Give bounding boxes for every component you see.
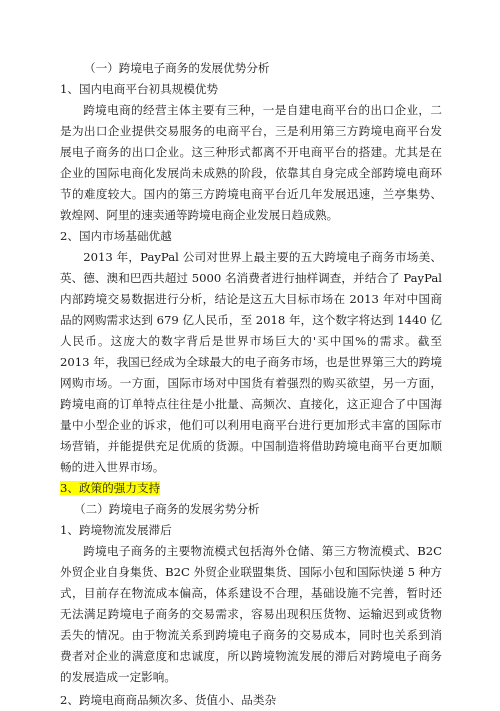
subsection-1-2-body: 2013 年，PayPal 公司对世界上最主要的五大跨境电子商务市场美、英、德、澳和巴西共超过 5000 名消费者进行抽样调查，并结合了 PayPal 内部跨境交易数据进行分析，结论是这五大目标市场在 2013 年对中国商品的网购需求达到 679 亿人民币，至 2018 年，这个数字将达到 1440 亿人民币。这庞大的数字背后是世界市场巨大的'买中国%的需求。截至 2013 年，我国已经成为全球最大的电子商务市场，也是世界第三大的跨境网购市场。一方面，国际市场对中国货有着强烈的购买欲望，另一方面，跨境电商的订单特点往往是小批量、高频次、直接化，这正迎合了中国海量中小型企业的诉求，他们可以利用电商平台进行更加形式丰富的国际市场营销，并能提供充足优质的货源。中国制造将借助跨境电商平台更加顺畅的进入世界市场。: [60, 250, 442, 474]
subsection-1-3-row: [60, 478, 442, 499]
section-1-title: （一）跨境电子商务的发展优势分析: [84, 61, 270, 75]
subsection-1-2-title: 2、国内市场基础优越: [60, 229, 172, 243]
subsection-1-3-title: 3、政策的强力支持: [60, 481, 161, 495]
section-2-title: （二）跨境电子商务的发展劣势分析: [74, 502, 260, 516]
subsection-2-2-title: 2、跨境电商商品频次多、货值小、品类杂: [60, 693, 277, 707]
subsection-2-1-body: 跨境电子商务的主要物流模式包括海外仓储、第三方物流模式、B2C 外贸企业自身集货、B2C 外贸企业联盟集货、国际小包和国际快递 5 种方式，目前存在物流成本偏高，体系建设不合理，基础设施不完善，暂时还无法满足跨境电子商务的交易需求，容易出现积压货物、运输迟到或货物丢失的情况。由于物流关系到跨境电子商务的交易成本，同时也关系到消费者对企业的满意度和忠诚度，所以跨境物流发展的滞后对跨境电子商务的发展造成一定影响。: [60, 544, 442, 684]
subsection-2-1-title: 1、跨境物流发展滞后: [60, 523, 172, 537]
subsection-1-1-body: 跨境电商的经营主体主要有三种，一是自建电商平台的出口企业，二是为出口企业提供交易服务的电商平台，三是利用第三方跨境电商平台发展电子商务的出口企业。这三种形式都离不开电商平台的搭建。尤其是在企业的国际电商化发展尚未成熟的阶段，依靠其自身完成全部跨境电商环节的难度较大。国内的第三方跨境电商平台近几年发展迅速，兰亭集势、敦煌网、阿里的速卖通等跨境电商企业发展日趋成熟。: [60, 103, 442, 222]
subsection-1-1-title: 1、国内电商平台初具规模优势: [60, 82, 219, 96]
